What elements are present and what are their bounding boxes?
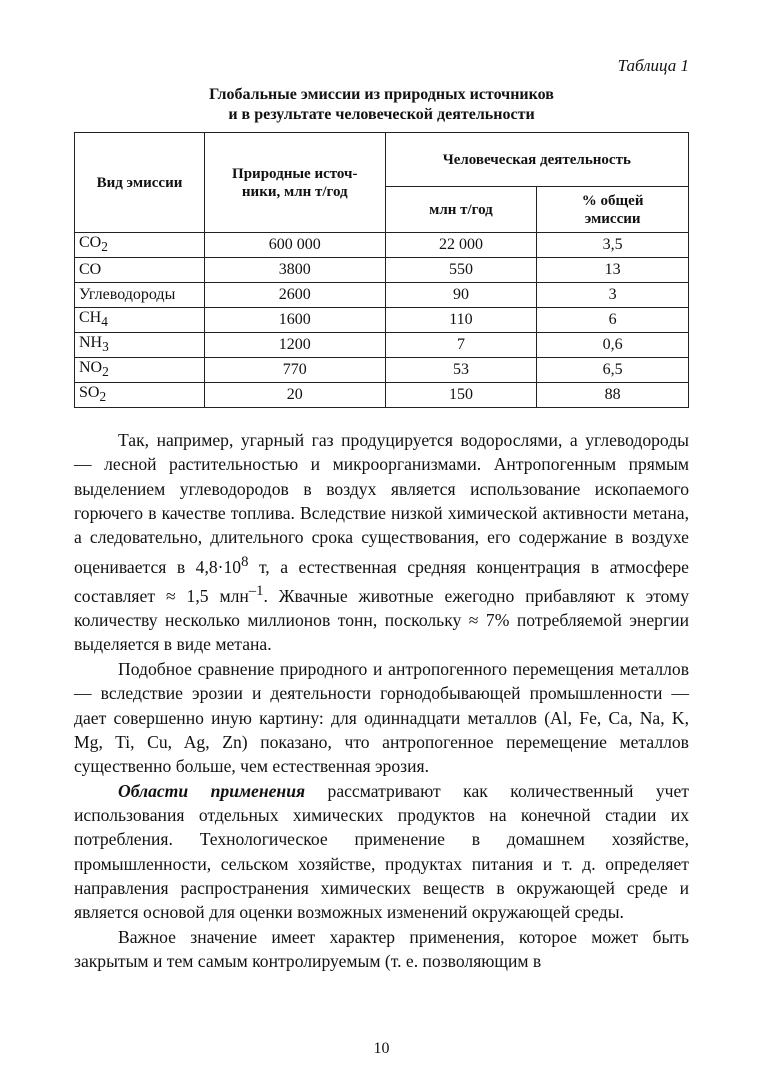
header-percent-line: эмиссии — [584, 210, 641, 227]
table-row — [75, 358, 689, 383]
header-natural-line: ники, млн т/год — [241, 183, 348, 200]
body-text — [74, 428, 689, 973]
header-per-year: млн т/год — [385, 187, 537, 233]
table-row — [75, 333, 689, 358]
cell-emission-type — [75, 233, 205, 258]
cell-human: 550 — [385, 258, 537, 283]
table-row — [75, 258, 689, 283]
cell-emission-type — [75, 283, 205, 308]
page-number: 10 — [373, 1040, 390, 1057]
cell-natural: 1600 — [204, 308, 385, 333]
cell-natural: 1200 — [204, 333, 385, 358]
cell-natural: 3800 — [204, 258, 385, 283]
substance-subscript: 4 — [101, 314, 108, 330]
substance-name: CH — [79, 308, 102, 326]
substance-name: CO — [79, 233, 102, 251]
paragraph-text: т, а естественная средняя концентрация в атмосфере составляет ≈ 1,5 млн — [74, 556, 689, 606]
emissions-table — [74, 132, 689, 408]
superscript: 8 — [241, 553, 249, 570]
header-percent-line: % общей — [581, 192, 644, 209]
table-title-line: и в результате человеческой деятельности — [228, 106, 535, 123]
substance-subscript: 2 — [99, 389, 107, 405]
cell-percent: 3 — [537, 283, 689, 308]
cell-human: 22 000 — [385, 233, 537, 258]
cell-percent: 6,5 — [537, 358, 689, 383]
cell-human: 90 — [385, 283, 537, 308]
table-row — [75, 308, 689, 333]
paragraph — [74, 779, 689, 925]
substance-name: SO — [79, 383, 100, 401]
substance-name: Углеводороды — [79, 286, 176, 303]
paragraph-text: . Жвачные животные ежегодно прибавляют к этому количеству несколько миллионов тонн, поскольку ≈ 7% потребляемой энергии выделяется в виде метана. — [74, 585, 690, 655]
header-human-activity: Человеческая деятельность — [385, 133, 688, 187]
paragraph-text: Так, например, угарный газ продуцируется водорослями, а углеводороды — лесной растительностью и микроорганизмами. Антропогенным прямым выделением углеводородов в воздух является использование ископаемого горючего в качестве топлива. Вследствие низкой химической активности метана, а следовательно, длительного срока существования, его содержание в воздухе оценивается в 4,8·10 — [74, 430, 689, 577]
table-number: Таблица 1 — [617, 56, 689, 75]
cell-human: 110 — [385, 308, 537, 333]
cell-percent: 6 — [537, 308, 689, 333]
header-natural-line: Природные источ- — [232, 165, 358, 182]
cell-emission-type — [75, 308, 205, 333]
cell-human: 53 — [385, 358, 537, 383]
header-percent — [537, 187, 689, 233]
cell-emission-type — [75, 358, 205, 383]
table-row — [75, 283, 689, 308]
superscript: –1 — [248, 582, 264, 599]
substance-subscript: 2 — [102, 364, 109, 380]
cell-emission-type — [75, 383, 205, 408]
table-title — [74, 85, 689, 125]
cell-percent: 13 — [537, 258, 689, 283]
cell-emission-type — [75, 258, 205, 283]
substance-subscript: 2 — [101, 239, 108, 255]
cell-natural: 770 — [204, 358, 385, 383]
table-row — [75, 233, 689, 258]
cell-natural: 2600 — [204, 283, 385, 308]
header-natural-sources — [204, 133, 385, 233]
cell-percent: 88 — [537, 383, 689, 408]
cell-human: 7 — [385, 333, 537, 358]
substance-name: CO — [79, 261, 102, 278]
cell-human: 150 — [385, 383, 537, 408]
substance-name: NO — [79, 358, 103, 376]
cell-natural: 20 — [204, 383, 385, 408]
substance-name: NH — [79, 333, 103, 351]
cell-percent: 3,5 — [537, 233, 689, 258]
cell-percent: 0,6 — [537, 333, 689, 358]
paragraph: Подобное сравнение природного и антропогенного перемещения металлов — вследствие эрозии и деятельности горнодобывающей промышленности — дает совершенно иную картину: для одиннадцати металлов (Al, Fe, Ca, Na, K, Mg, Ti, Cu, Ag, Zn) показано, что антропогенное перемещение металлов существенно больше, чем естественная эрозия. — [74, 658, 689, 777]
cell-natural: 600 000 — [204, 233, 385, 258]
table-row — [75, 383, 689, 408]
table-title-line: Глобальные эмиссии из природных источников — [209, 86, 554, 103]
substance-subscript: 3 — [102, 339, 109, 355]
cell-emission-type — [75, 333, 205, 358]
term-highlight: Области применения — [118, 780, 306, 801]
paragraph: Важное значение имеет характер применения, которое может быть закрытым и тем самым контролируемым (т. е. позволяющим в — [74, 926, 689, 971]
paragraph — [74, 428, 689, 657]
paragraph-text: рассматривают как количественный учет использования отдельных химических продуктов на конечной стадии их потребления. Технологическое применение в домашнем хозяйстве, промышленности, сельском хозяйстве, продуктах питания и т. д. определяет направления распространения химических веществ в окружающей среде и является основой для оценки возможных изменений окружающей среды. — [74, 780, 689, 923]
header-emission-type: Вид эмиссии — [75, 133, 205, 233]
